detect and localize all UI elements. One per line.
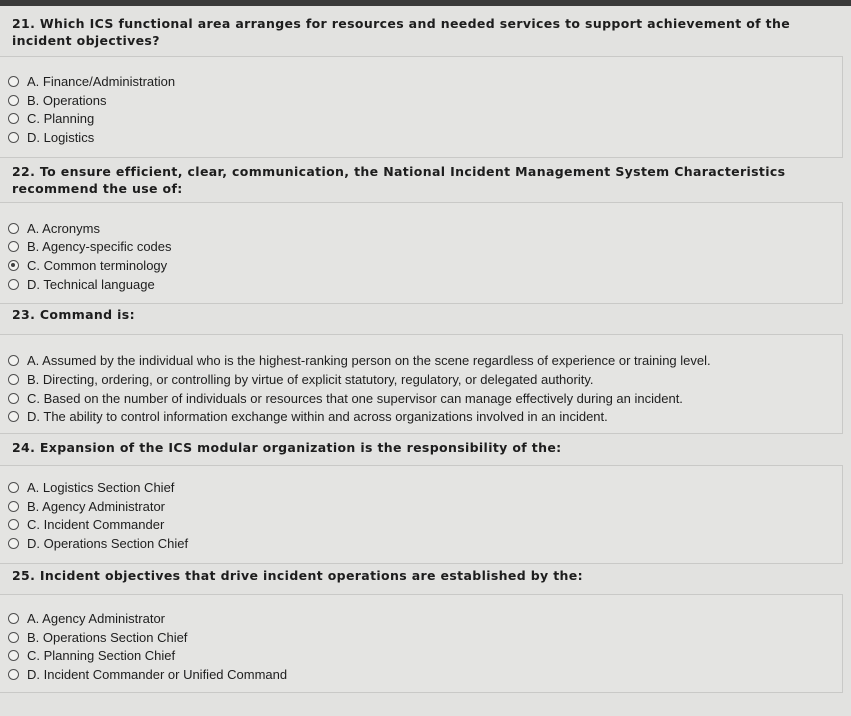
answer-options [0,594,843,693]
option-label: A. Finance/Administration [27,73,176,89]
answer-options [0,202,843,304]
radio-button[interactable] [8,538,19,549]
radio-button[interactable] [8,241,19,252]
option-a[interactable] [8,351,711,369]
radio-button[interactable] [8,76,19,87]
option-a[interactable] [8,219,100,237]
radio-button[interactable] [8,501,19,512]
question-text: 25. Incident objectives that drive incident operations are established by the: [12,568,583,583]
option-label: D. Logistics [27,129,95,145]
radio-button[interactable] [8,223,19,234]
radio-button[interactable] [8,279,19,290]
option-label: A. Assumed by the individual who is the highest-ranking person on the scene regardless of experience or training level. [27,352,711,368]
option-label: A. Logistics Section Chief [27,479,175,495]
option-d[interactable] [8,665,287,683]
question-text: 21. Which ICS functional area arranges for resources and needed services to support achievement of the incident objectives? [12,16,791,48]
option-c[interactable] [8,646,175,664]
radio-button[interactable] [8,519,19,530]
option-label: C. Planning Section Chief [27,647,176,663]
option-c[interactable] [8,389,683,407]
option-label: A. Acronyms [27,220,100,236]
option-label: C. Common terminology [27,257,168,273]
option-label: C. Incident Commander [27,516,165,532]
option-d[interactable] [8,275,155,293]
radio-button[interactable] [8,374,19,385]
question-text: 23. Command is: [12,307,135,322]
option-label: D. Operations Section Chief [27,535,189,551]
option-b[interactable] [8,628,187,646]
option-a[interactable] [8,478,174,496]
radio-button[interactable] [8,113,19,124]
option-label: B. Directing, ordering, or controlling by virtue of explicit statutory, regulatory, or delegated authority. [27,371,594,387]
question-text: 24. Expansion of the ICS modular organization is the responsibility of the: [12,440,562,455]
radio-button[interactable] [8,132,19,143]
option-label: C. Planning [27,110,95,126]
option-label: B. Agency-specific codes [27,238,172,254]
radio-button[interactable] [8,355,19,366]
answer-options [0,465,843,564]
option-c[interactable] [8,515,164,533]
question-text: 22. To ensure efficient, clear, communication, the National Incident Management System Characteristics recommend the use of: [12,164,786,196]
option-d[interactable] [8,128,94,146]
option-label: D. Technical language [27,276,155,292]
option-c[interactable] [8,256,167,274]
radio-button[interactable] [8,613,19,624]
option-b[interactable] [8,237,172,255]
option-b[interactable] [8,370,594,388]
option-label: B. Agency Administrator [27,498,166,514]
option-label: B. Operations [27,92,107,108]
answer-options [0,56,843,158]
option-a[interactable] [8,72,175,90]
option-label: B. Operations Section Chief [27,629,188,645]
option-c[interactable] [8,109,94,127]
radio-button[interactable] [8,95,19,106]
radio-button[interactable] [8,669,19,680]
answer-options [0,334,843,434]
option-b[interactable] [8,497,165,515]
radio-button-selected[interactable] [8,260,19,271]
option-label: D. Incident Commander or Unified Command [27,666,288,682]
option-b[interactable] [8,91,107,109]
option-d[interactable] [8,407,608,425]
radio-button[interactable] [8,650,19,661]
radio-button[interactable] [8,393,19,404]
option-label: D. The ability to control information exchange within and across organizations involved in an incident. [27,408,608,424]
top-edge [0,0,851,6]
option-a[interactable] [8,609,165,627]
option-d[interactable] [8,534,188,552]
option-label: C. Based on the number of individuals or resources that one supervisor can manage effectively during an incident. [27,390,683,406]
radio-button[interactable] [8,482,19,493]
radio-button[interactable] [8,632,19,643]
option-label: A. Agency Administrator [27,610,166,626]
radio-button[interactable] [8,411,19,422]
